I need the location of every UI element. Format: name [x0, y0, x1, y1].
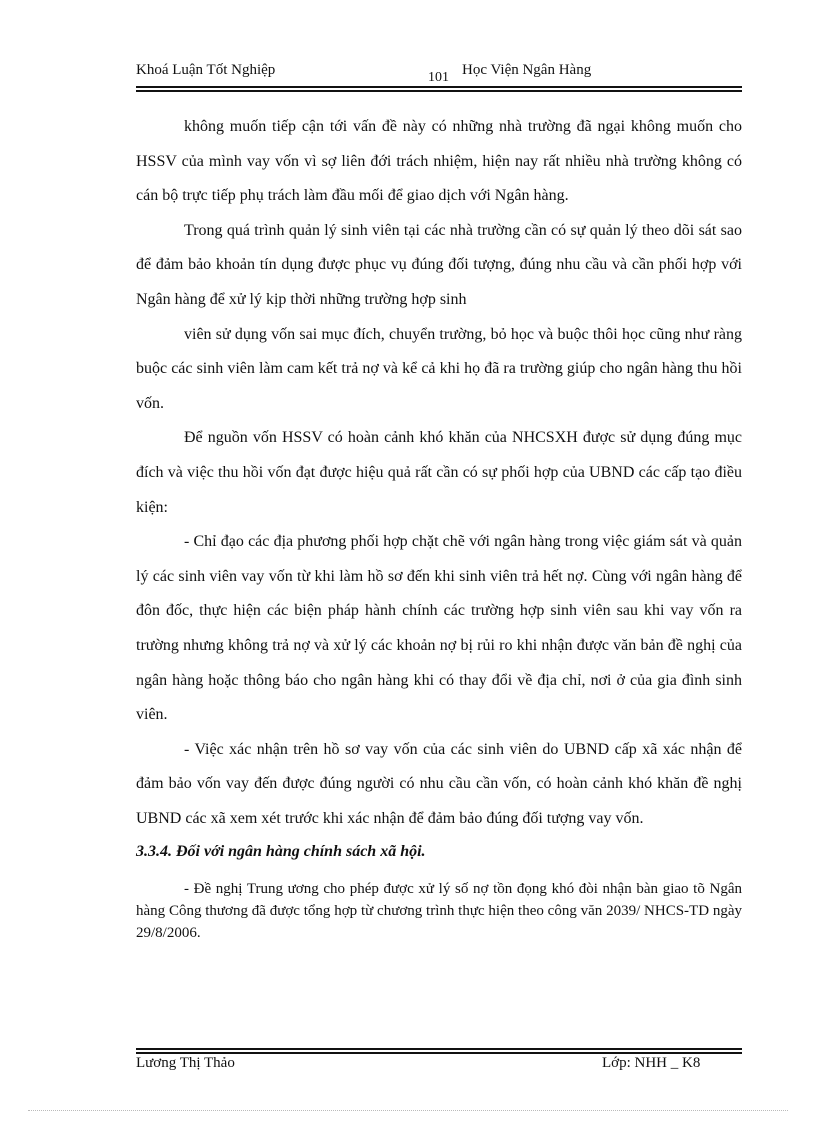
paragraph-student-management: Trong quá trình quản lý sinh viên tại các nhà trường cần có sự quản lý theo dõi sát sao để đảm bảo khoản tín dụng được phục vụ đúng đối tượng, đúng nhu cầu và cần phối hợp với Ngân hàng để xử lý kịp thời những trường hợp sinh [136, 221, 742, 308]
footer-rule-top [136, 1048, 742, 1050]
header-right-title: Học Viện Ngân Hàng [462, 62, 592, 78]
page-number: 101 [428, 70, 449, 85]
header-rule-top [136, 86, 742, 88]
footer-author: Lương Thị Thảo [136, 1055, 235, 1071]
section-heading: 3.3.4. Đối với ngân hàng chính sách xã hội. [136, 843, 426, 861]
paragraph-continuation: không muốn tiếp cận tới vấn đề này có những nhà trường đã ngại không muốn cho HSSV của mình vay vốn vì sợ liên đới trách nhiệm, hiện nay rất nhiều nhà trường không có cán bộ trực tiếp phụ trách làm đầu mối để giao dịch với Ngân hàng. [136, 118, 742, 205]
paragraph-local-direction: - Chỉ đạo các địa phương phối hợp chặt chẽ với ngân hàng trong việc giám sát và quản lý các sinh viên vay vốn từ khi làm hồ sơ đến khi sinh viên trả hết nợ. Cùng với ngân hàng để đôn đốc, thực hiện các biện pháp hành chính các trường hợp sinh viên sau khi vay vốn ra trường nhưng không trả nợ và xử lý các khoản nợ bị rủi ro khi nhận được văn bản đề nghị của ngân hàng hoặc thông báo cho ngân hàng khi có thay đổi về địa chỉ, nơi ở của gia đình sinh viên. [136, 533, 742, 724]
paragraph-debt-proposal: - Đề nghị Trung ương cho phép được xử lý số nợ tồn đọng khó đòi nhận bàn giao tõ Ngân hàng Công thương đã được tổng hợp từ chương trình thực hiện theo công văn 2039/ NHCS-TD ngày 29/8/2006. [136, 881, 742, 942]
page-bottom-border [28, 1110, 788, 1111]
body-text [136, 110, 742, 944]
paragraph-student-misuse: viên sử dụng vốn sai mục đích, chuyển trường, bỏ học và buộc thôi học cũng như ràng buộc các sinh viên làm cam kết trả nợ và kể cả khi họ đã ra trường giúp cho ngân hàng thu hồi vốn. [136, 325, 742, 412]
header-left-title: Khoá Luận Tốt Nghiệp [136, 62, 276, 78]
paragraph-ubnd-coordination: Để nguồn vốn HSSV có hoàn cảnh khó khăn của NHCSXH được sử dụng đúng mục đích và việc thu hồi vốn đạt được hiệu quả rất cần có sự phối hợp của UBND các cấp tạo điều kiện: [136, 429, 742, 516]
footer-class: Lớp: NHH _ K8 [602, 1055, 701, 1071]
footer-rule-bottom [136, 1052, 742, 1054]
header-rule-bottom [136, 90, 742, 92]
paragraph-confirmation: - Việc xác nhận trên hồ sơ vay vốn của các sinh viên do UBND cấp xã xác nhận để đảm bảo vốn vay đến được đúng người có nhu cầu cần vốn, có hoàn cảnh khó khăn đề nghị UBND các xã xem xét trước khi xác nhận để đảm bảo đúng đối tượng vay vốn. [136, 740, 742, 827]
